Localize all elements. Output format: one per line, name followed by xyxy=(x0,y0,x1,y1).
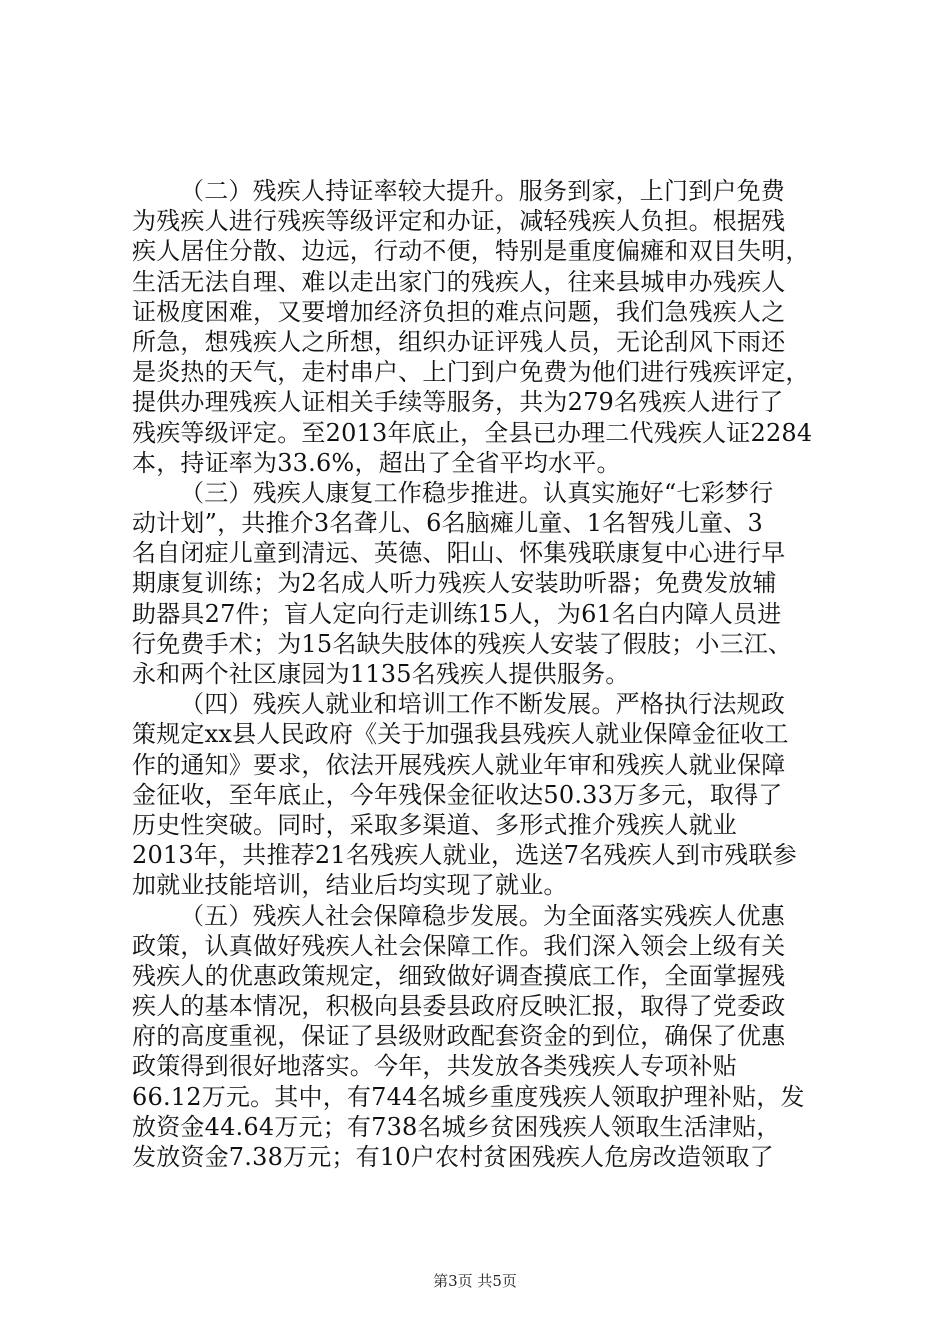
paragraph-employment xyxy=(132,689,828,900)
text-line: （五）残疾人社会保障稳步发展。为全面落实残疾人优惠 xyxy=(180,901,785,930)
text-line: （四）残疾人就业和培训工作不断发展。严格执行法规政 xyxy=(180,690,785,719)
paragraph-social-security xyxy=(132,901,828,1173)
text-line: 行免费手术；为15名缺失肢体的残疾人安装了假肢；小三江、 xyxy=(132,629,793,658)
document-body xyxy=(132,176,828,1172)
text-line: 66.12万元。其中，有744名城乡重度残疾人领取护理补贴，发 xyxy=(132,1082,805,1111)
text-line: 政策，认真做好残疾人社会保障工作。我们深入领会上级有关 xyxy=(132,931,786,960)
text-line: （三）残疾人康复工作稳步推进。认真实施好“七彩梦行 xyxy=(180,478,774,507)
paragraph-certification xyxy=(132,176,828,478)
text-line: 残疾等级评定。至2013年底止，全县已办理二代残疾人证2284 xyxy=(132,418,813,447)
text-line: 动计划”，共推介3名聋儿、6名脑瘫儿童、1名智残儿童、3 xyxy=(132,509,763,538)
text-line: 期康复训练；为2名成人听力残疾人安装助听器；免费发放辅 xyxy=(132,569,777,598)
text-line: 策规定xx县人民政府《关于加强我县残疾人就业保障金征收工 xyxy=(132,720,789,749)
text-line: 发放资金7.38万元；有10户农村贫困残疾人危房改造领取了 xyxy=(132,1143,774,1171)
text-line: 所急，想残疾人之所想，组织办证评残人员，无论刮风下雨还 xyxy=(132,327,786,356)
paragraph-rehabilitation xyxy=(132,478,828,689)
text-line: （二）残疾人持证率较大提升。服务到家，上门到户免费 xyxy=(180,177,785,205)
text-line: 残疾人的优惠政策规定，细致做好调查摸底工作，全面掌握残 xyxy=(132,961,786,990)
text-line: 生活无法自理、难以走出家门的残疾人，往来县城申办残疾人 xyxy=(132,267,786,296)
page-number-footer: 第3页 共5页 xyxy=(433,1272,517,1290)
text-line: 政策得到很好地落实。今年，共发放各类残疾人专项补贴 xyxy=(132,1052,737,1081)
text-line: 证极度困难，又要增加经济负担的难点问题，我们急残疾人之 xyxy=(132,297,786,326)
text-line: 府的高度重视，保证了县级财政配套资金的到位，确保了优惠 xyxy=(132,1022,786,1051)
text-line: 加就业技能培训，结业后均实现了就业。 xyxy=(132,871,568,900)
text-line: 永和两个社区康园为1135名残疾人提供服务。 xyxy=(132,660,630,688)
text-line: 助器具27件；盲人定向行走训练15人，为61名白内障人员进 xyxy=(132,599,782,628)
text-line: 金征收，至年底止，今年残保金征收达50.33万多元，取得了 xyxy=(132,780,783,809)
text-line: 疾人居住分散、边远，行动不便，特别是重度偏瘫和双目失明， xyxy=(132,237,810,266)
text-line: 作的通知》要求，依法开展残疾人就业年审和残疾人就业保障 xyxy=(132,750,786,779)
text-line: 本，持证率为33.6%，超出了全省平均水平。 xyxy=(132,448,621,477)
text-line: 2013年，共推荐21名残疾人就业，选送7名残疾人到市残联参 xyxy=(132,841,797,870)
text-line: 疾人的基本情况，积极向县委县政府反映汇报，取得了党委政 xyxy=(132,992,786,1021)
text-line: 放资金44.64万元；有738名城乡贫困残疾人领取生活津贴， xyxy=(132,1112,781,1141)
text-line: 历史性突破。同时，采取多渠道、多形式推介残疾人就业 xyxy=(132,810,737,839)
text-line: 为残疾人进行残疾等级评定和办证，减轻残疾人负担。根据残 xyxy=(132,207,786,236)
text-line: 名自闭症儿童到清远、英德、阳山、怀集残联康复中心进行早 xyxy=(132,539,786,568)
text-line: 提供办理残疾人证相关手续等服务，共为279名残疾人进行了 xyxy=(132,388,784,417)
text-line: 是炎热的天气，走村串户、上门到户免费为他们进行残疾评定， xyxy=(132,358,810,387)
